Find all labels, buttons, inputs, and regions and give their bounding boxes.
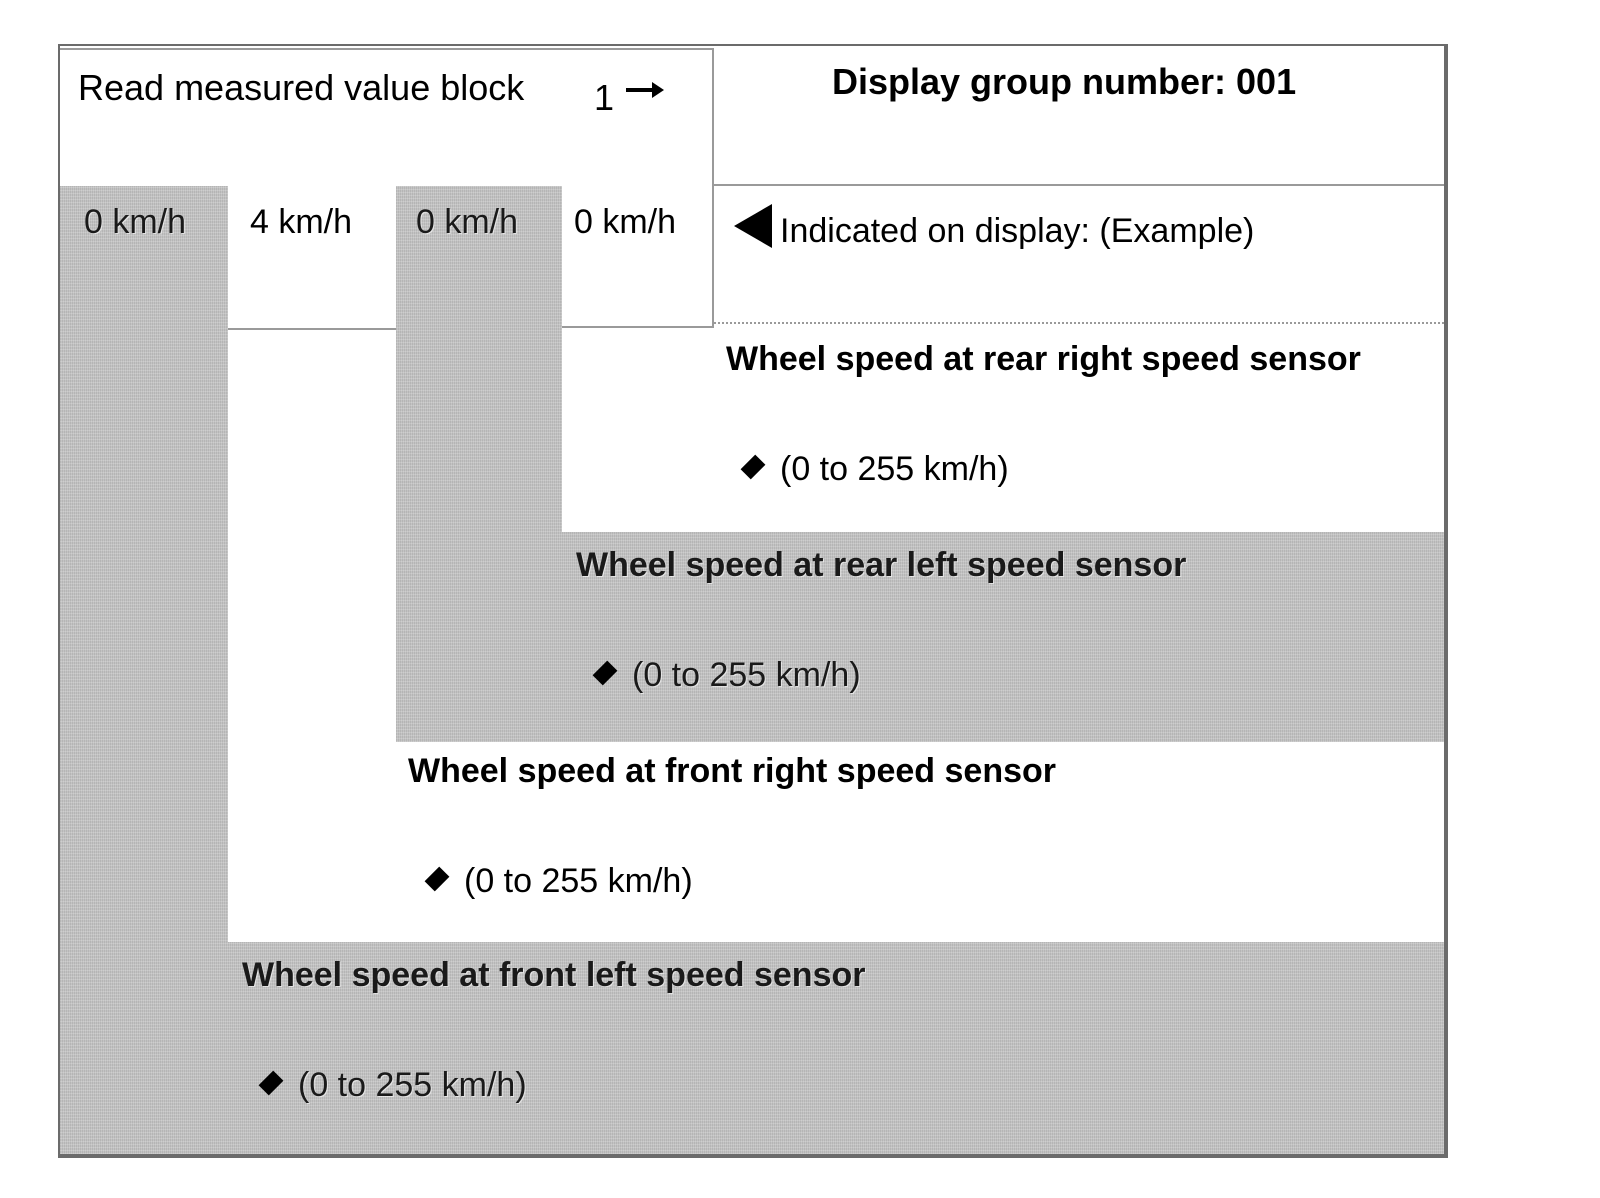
triangle-left-icon bbox=[734, 204, 772, 248]
divider-top-left bbox=[60, 48, 712, 50]
field-rear-right-name: Wheel speed at rear right speed sensor bbox=[726, 340, 1361, 378]
read-block-label: Read measured value block bbox=[78, 67, 525, 108]
field-front-left-name: Wheel speed at front left speed sensor bbox=[242, 956, 866, 994]
field-front-left-range-row bbox=[262, 1068, 527, 1102]
divider-values-bottom-right bbox=[562, 326, 714, 328]
field-rear-left-name: Wheel speed at rear left speed sensor bbox=[576, 546, 1187, 584]
diamond-bullet-icon bbox=[741, 455, 766, 480]
field-rear-left-range-row bbox=[596, 658, 861, 692]
indicated-label: Indicated on display: (Example) bbox=[780, 212, 1255, 250]
divider-block-right bbox=[712, 48, 714, 328]
value-front-right: 4 km/h bbox=[250, 203, 353, 241]
divider-values-bottom bbox=[228, 328, 396, 330]
field-rear-left-range: (0 to 255 km/h) bbox=[632, 656, 861, 694]
column-rear-left bbox=[396, 186, 562, 742]
value-front-left: 0 km/h bbox=[84, 203, 187, 241]
field-front-right-range: (0 to 255 km/h) bbox=[464, 862, 693, 900]
arrow-right-icon bbox=[624, 78, 666, 107]
divider-group-bottom bbox=[712, 184, 1444, 186]
value-rear-right: 0 km/h bbox=[574, 203, 677, 241]
value-rear-left: 0 km/h bbox=[416, 203, 519, 241]
column-front-left bbox=[60, 186, 228, 1154]
field-rear-right-range-row bbox=[744, 452, 1009, 486]
diamond-bullet-icon bbox=[259, 1071, 284, 1096]
diamond-bullet-icon bbox=[593, 661, 618, 686]
display-group-label: Display group number: 001 bbox=[832, 61, 1297, 102]
diamond-bullet-icon bbox=[425, 867, 450, 892]
block-number: 1 bbox=[594, 77, 615, 118]
field-rear-right-range: (0 to 255 km/h) bbox=[780, 450, 1009, 488]
field-front-left-range: (0 to 255 km/h) bbox=[298, 1066, 527, 1104]
divider-indicated-bottom bbox=[714, 322, 1444, 324]
field-front-right-range-row bbox=[428, 864, 693, 898]
field-front-right-name: Wheel speed at front right speed sensor bbox=[408, 752, 1057, 790]
